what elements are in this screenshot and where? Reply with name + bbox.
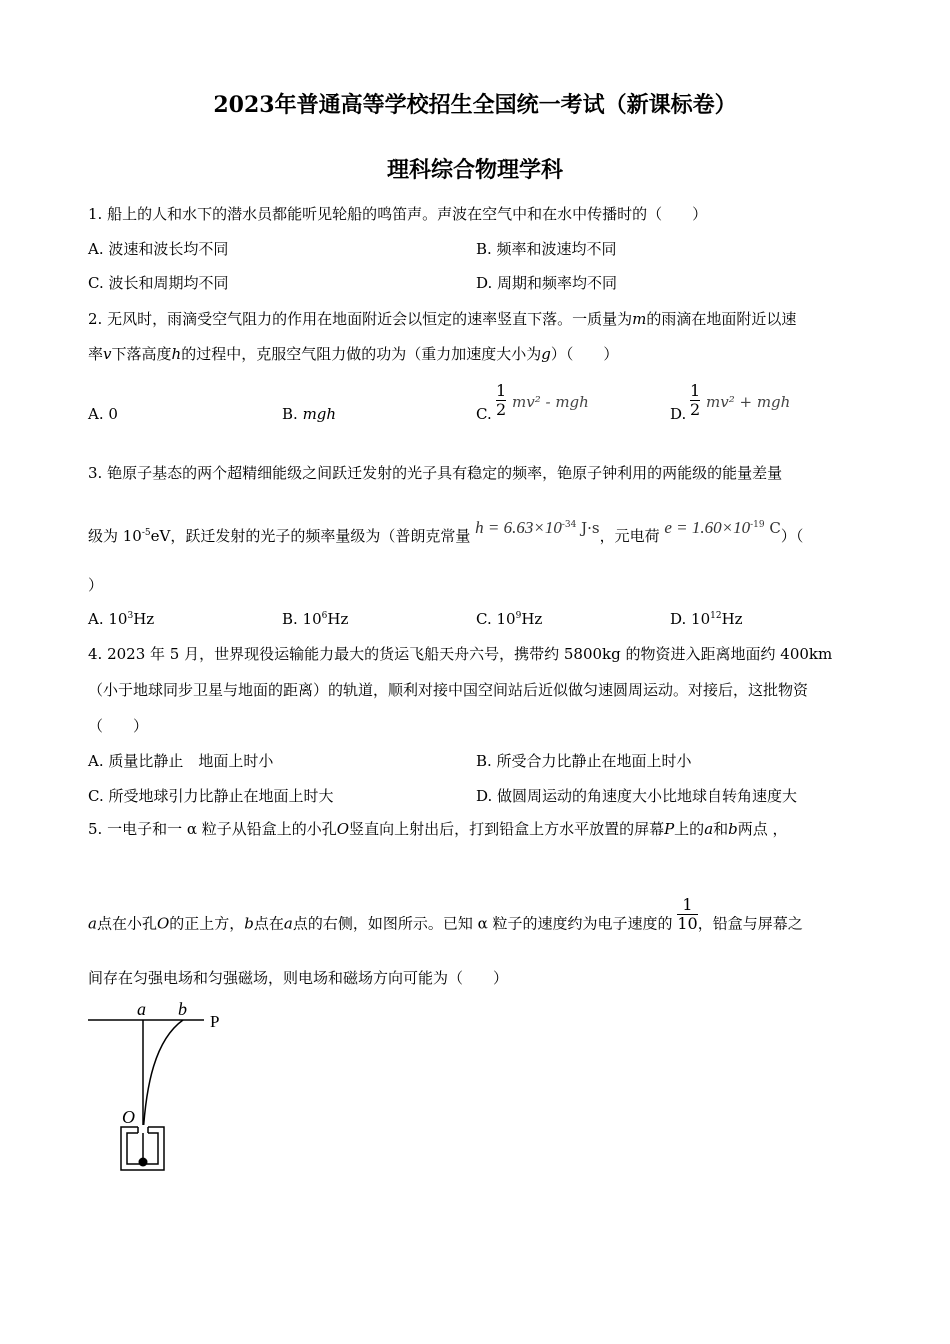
label-b: b [178,999,187,1019]
label-P: P [210,1012,220,1031]
q3-stem-line3: ） [88,576,104,594]
q4-option-a[interactable]: A. 质量比静止 地面上时小 [88,752,274,770]
q4-option-d[interactable]: D. 做圆周运动的角速度大小比地球自转角速度大 [476,787,798,805]
q4-stem-line1: 4. 2023 年 5 月，世界现役运输能力最大的货运飞船天舟六号，携带约 5800kg 的物资进入距离地面约 400km [88,645,833,663]
q2-option-a[interactable]: A. 0 [88,405,118,423]
elementary-charge: $e = 1.60\times 10^{-19}$ C [664,518,781,537]
curved-trajectory [143,1020,183,1135]
label-a: a [137,999,146,1019]
q5-stem-line3: 间存在匀强电场和匀强磁场，则电场和磁场方向可能为（ ） [88,969,509,987]
q5-stem-line1: 5. 一电子和一 α 粒子从铅盒上的小孔O竖直向上射出后，打到铅盒上方水平放置的屏幕P上的a和b两点 ， [88,820,788,838]
page-title: 2023年普通高等学校招生全国统一考试（新课标卷） [213,92,737,118]
label-O: O [122,1107,135,1127]
q3-option-c[interactable]: C. $10^9Hz$ [476,610,543,628]
q2-option-c-fraction: 1 2 [496,381,507,419]
q2-stem-line2: 率v下落高度h的过程中，克服空气阻力做的功为（重力加速度大小为g）（ ） [88,345,619,363]
q1-option-a[interactable]: A. 波速和波长均不同 [88,240,229,258]
q5-stem-line2: a点在小孔O的正上方，b点在a点的右侧，如图所示。已知 α 粒子的速度约为电子速度的 $\frac{1}{10}$ ，铅盒与屏幕之 [88,895,803,933]
q2-option-d-fraction: 1 2 [690,381,701,419]
q3-option-d[interactable]: D. $10^{12}Hz$ [670,610,743,628]
planck-constant: $h = 6.63\times 10^{-34}$ J·s [475,518,600,537]
q2-stem-line1: 2. 无风时，雨滴受空气阻力的作用在地面附近会以恒定的速率竖直下落。一质量为m的雨滴在地面附近以速 [88,310,797,328]
radiation-source [139,1158,148,1167]
q1-option-d[interactable]: D. 周期和频率均不同 [476,274,618,292]
q3-option-a[interactable]: A. $10^3Hz$ [88,610,155,628]
q3-option-b[interactable]: B. $10^6Hz$ [282,610,349,628]
q4-option-b[interactable]: B. 所受合力比静止在地面上时小 [476,752,692,770]
q4-stem-line3: （ ） [88,717,149,735]
q3-stem-line1: 3. 铯原子基态的两个超精细能级之间跃迁发射的光子具有稳定的频率，铯原子钟利用的两能级的能量差量 [88,464,783,482]
lead-box-figure [80,995,250,1180]
q1-option-b[interactable]: B. 频率和波速均不同 [476,240,617,258]
q4-option-c[interactable]: C. 所受地球引力比静止在地面上时大 [88,787,334,805]
q1-option-c[interactable]: C. 波长和周期均不同 [88,274,229,292]
q4-stem-line2: （小于地球同步卫星与地面的距离）的轨道，顺利对接中国空间站后近似做匀速圆周运动。对接后，这批物资 [88,681,809,699]
q1-stem: 1. 船上的人和水下的潜水员都能听见轮船的鸣笛声。声波在空气中和在水中传播时的（ ） [88,205,708,223]
q3-stem-line2: 级为 $10^{-5}eV$，跃迁发射的光子的频率量级为（普朗克常量 $h = 6.63\times 10^{-34}$ J·s，元电荷 $e = 1.60\times 10^{-19}$ C）（ [88,518,804,545]
q2-option-b[interactable]: B. mgh [282,405,337,423]
page-subtitle: 理科综合物理学科 [386,157,563,183]
q5-fraction: $\frac{1}{10}$ [677,895,698,933]
